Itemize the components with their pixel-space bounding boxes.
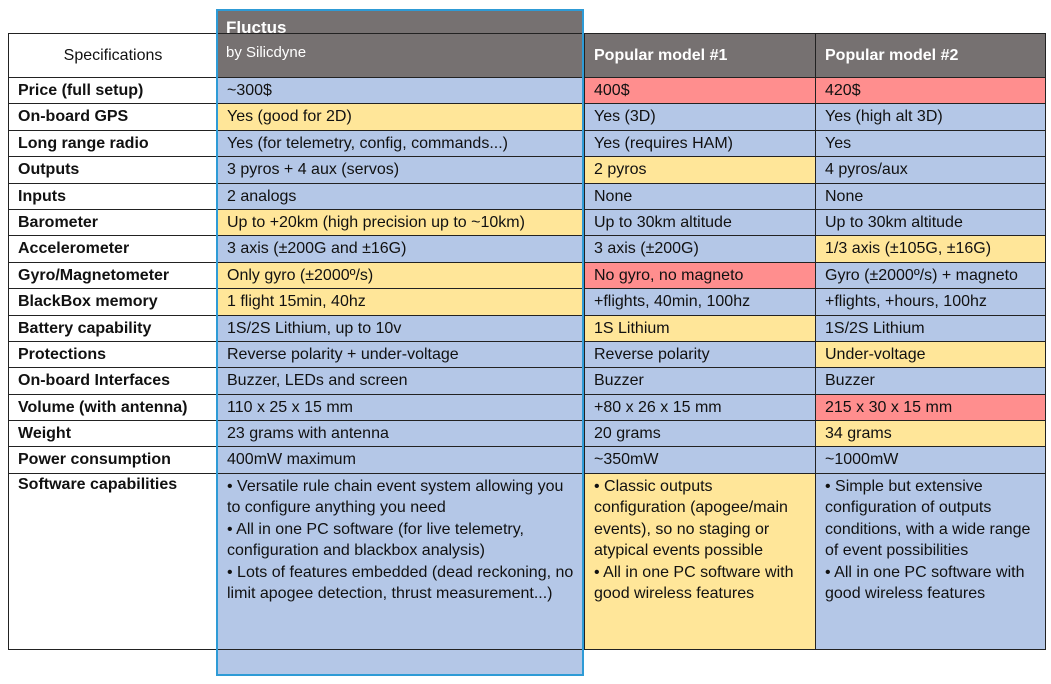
row-label-volume: Volume (with antenna) [9,395,218,421]
software-bullet: • All in one PC software with good wireless features [594,563,794,603]
cell-fluctus-gyro: Only gyro (±2000º/s) [218,263,585,289]
cell-fluctus-radio: Yes (for telemetry, config, commands...) [218,131,585,157]
cell-fluctus-volume: 110 x 25 x 15 mm [218,395,585,421]
software-bullet: • All in one PC software with good wireless features [825,563,1025,603]
cell-model2-radio: Yes [816,131,1046,157]
row-label-outputs: Outputs [9,157,218,183]
cell-model2-weight: 34 grams [816,421,1046,447]
software-bullet: • Classic outputs configuration (apogee/main events), so no staging or atypical events possible [594,477,788,560]
row-label-inputs: Inputs [9,184,218,210]
software-bullet: • Simple but extensive configuration of outputs conditions, with a wide range of event possibilities [825,477,1031,560]
cell-model1-price: 400$ [585,78,816,104]
cell-fluctus-accelerometer: 3 axis (±200G and ±16G) [218,236,585,262]
cell-model2-protections: Under-voltage [816,342,1046,368]
cell-fluctus-protections: Reverse polarity + under-voltage [218,342,585,368]
cell-model2-interfaces: Buzzer [816,368,1046,394]
row-label-software: Software capabilities [9,474,218,650]
cell-model1-protections: Reverse polarity [585,342,816,368]
software-bullet: • All in one PC software (for live telemetry, configuration and blackbox analysis) [227,520,524,560]
row-label-gps: On-board GPS [9,104,218,130]
cell-model2-price: 420$ [816,78,1046,104]
row-label-battery: Battery capability [9,316,218,342]
comparison-table [8,33,1046,650]
cell-model1-barometer: Up to 30km altitude [585,210,816,236]
cell-model1-gps: Yes (3D) [585,104,816,130]
cell-model1-radio: Yes (requires HAM) [585,131,816,157]
fluctus-subtitle: by Silicdyne [226,44,307,61]
cell-model2-power: ~1000mW [816,447,1046,473]
fluctus-title: Fluctus [226,18,287,37]
header-model-2: Popular model #2 [816,34,1046,78]
cell-fluctus-inputs: 2 analogs [218,184,585,210]
cell-model2-inputs: None [816,184,1046,210]
row-label-blackbox: BlackBox memory [9,289,218,315]
cell-model1-battery: 1S Lithium [585,316,816,342]
cell-model1-weight: 20 grams [585,421,816,447]
row-label-interfaces: On-board Interfaces [9,368,218,394]
header-specifications: Specifications [9,34,218,78]
cell-fluctus-weight: 23 grams with antenna [218,421,585,447]
cell-model2-volume: 215 x 30 x 15 mm [816,395,1046,421]
row-label-accelerometer: Accelerometer [9,236,218,262]
cell-model1-software [585,474,816,650]
cell-model2-software [816,474,1046,650]
cell-fluctus-software [218,474,585,650]
cell-fluctus-price: ~300$ [218,78,585,104]
header-model-1: Popular model #1 [585,34,816,78]
cell-model2-blackbox: +flights, +hours, 100hz [816,289,1046,315]
cell-model2-battery: 1S/2S Lithium [816,316,1046,342]
cell-model1-inputs: None [585,184,816,210]
row-label-weight: Weight [9,421,218,447]
cell-model1-interfaces: Buzzer [585,368,816,394]
cell-fluctus-battery: 1S/2S Lithium, up to 10v [218,316,585,342]
row-label-gyro: Gyro/Magnetometer [9,263,218,289]
cell-model2-outputs: 4 pyros/aux [816,157,1046,183]
row-label-barometer: Barometer [9,210,218,236]
cell-fluctus-barometer: Up to +20km (high precision up to ~10km) [218,210,585,236]
cell-model2-accelerometer: 1/3 axis (±105G, ±16G) [816,236,1046,262]
fluctus-column-extension [217,649,583,675]
cell-model1-gyro: No gyro, no magneto [585,263,816,289]
row-label-power: Power consumption [9,447,218,473]
row-label-radio: Long range radio [9,131,218,157]
cell-fluctus-outputs: 3 pyros + 4 aux (servos) [218,157,585,183]
cell-model1-accelerometer: 3 axis (±200G) [585,236,816,262]
cell-model2-gps: Yes (high alt 3D) [816,104,1046,130]
row-label-protections: Protections [9,342,218,368]
software-bullet: • Lots of features embedded (dead reckoning, no limit apogee detection, thrust measurement...) [227,563,574,603]
row-label-price: Price (full setup) [9,78,218,104]
cell-fluctus-interfaces: Buzzer, LEDs and screen [218,368,585,394]
cell-model1-blackbox: +flights, 40min, 100hz [585,289,816,315]
cell-fluctus-gps: Yes (good for 2D) [218,104,585,130]
cell-fluctus-blackbox: 1 flight 15min, 40hz [218,289,585,315]
cell-fluctus-power: 400mW maximum [218,447,585,473]
cell-model1-volume: +80 x 26 x 15 mm [585,395,816,421]
cell-model2-barometer: Up to 30km altitude [816,210,1046,236]
cell-model1-outputs: 2 pyros [585,157,816,183]
software-bullet: • Versatile rule chain event system allowing you to configure anything you need [227,477,564,517]
cell-model2-gyro: Gyro (±2000º/s) + magneto [816,263,1046,289]
cell-model1-power: ~350mW [585,447,816,473]
